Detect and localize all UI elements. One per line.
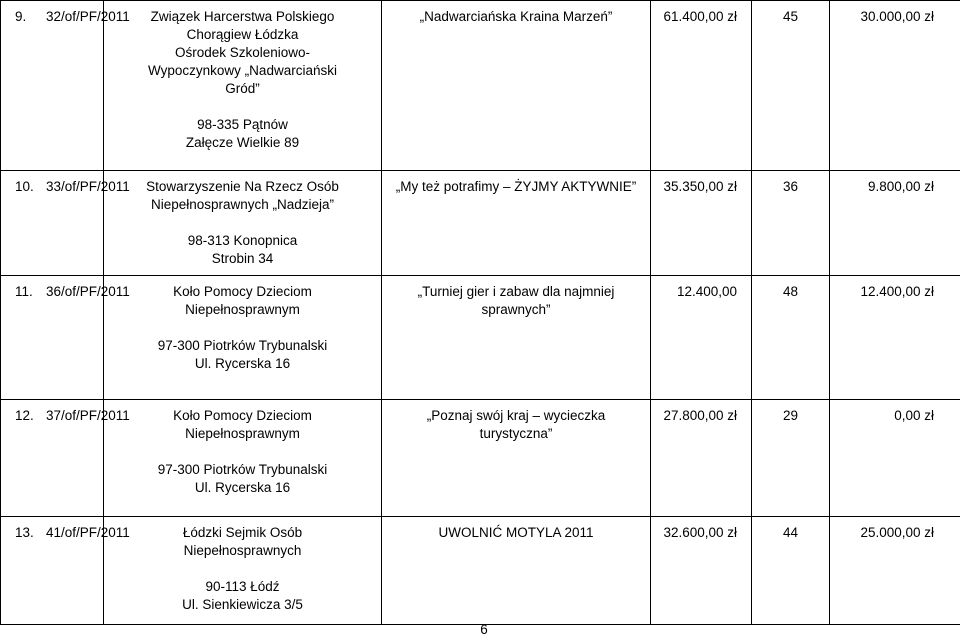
table-row	[1, 276, 960, 400]
organization-address-line: Załęcze Wielkie 89	[185, 135, 300, 150]
grant-amount: 30.000,00 zł	[860, 9, 934, 24]
entry-number: 11.	[15, 284, 33, 299]
organization-address-line: Ul. Rycerska 16	[194, 356, 291, 371]
project-title: „Turniej gier i zabaw dla najmniej sprawnych”	[417, 284, 615, 317]
entry-reference: 36/of/PF/2011	[46, 284, 130, 299]
project-title: „Nadwarciańska Kraina Marzeń”	[419, 9, 613, 24]
points-cell	[752, 1, 830, 171]
project-title: „My też potrafimy – ŻYJMY AKTYWNIE”	[395, 179, 637, 194]
project-cost: 61.400,00 zł	[663, 9, 737, 24]
project-title-cell	[382, 400, 651, 517]
organization-name-line: Koło Pomocy Dzieciom	[173, 284, 312, 299]
project-title-cell	[382, 171, 651, 276]
project-title: UWOLNIĆ MOTYLA 2011	[438, 525, 594, 540]
table-row	[1, 517, 960, 625]
points-cell	[752, 276, 830, 400]
points-cell	[752, 400, 830, 517]
organization-address-line: Ul. Rycerska 16	[194, 480, 291, 495]
project-title-cell	[382, 1, 651, 171]
project-title-cell	[382, 276, 651, 400]
organization-address-line: 97-300 Piotrków Trybunalski	[157, 338, 328, 353]
entry-number-cell	[1, 400, 130, 517]
entry-number: 13.	[15, 525, 34, 540]
points: 36	[782, 179, 799, 194]
organization-name-line: Gród”	[225, 81, 260, 96]
table-row	[1, 1, 960, 171]
grant-amount-cell	[830, 276, 960, 400]
organization-name-line: Niepełnosprawnym	[185, 302, 300, 317]
project-cost: 12.400,00	[676, 284, 737, 299]
entry-number-cell	[1, 171, 130, 276]
grant-amount: 25.000,00 zł	[860, 525, 934, 540]
table-row	[1, 400, 960, 517]
project-cost: 32.600,00 zł	[663, 525, 737, 540]
organization-address-line: Strobin 34	[211, 251, 274, 266]
organization-address-line: 90-113 Łódź	[205, 579, 280, 594]
project-cost: 35.350,00 zł	[663, 179, 737, 194]
project-title: „Poznaj swój kraj – wycieczka turystyczna”	[426, 408, 606, 441]
entry-number-cell	[1, 517, 130, 625]
grant-amount: 9.800,00 zł	[867, 179, 934, 194]
organization-name-line: Niepełnosprawnych	[183, 543, 302, 558]
organization-address-line: 98-313 Konopnica	[187, 233, 298, 248]
entry-number: 10.	[15, 179, 34, 194]
project-cost-cell	[651, 517, 752, 625]
project-cost-cell	[651, 276, 752, 400]
entry-reference: 37/of/PF/2011	[46, 408, 130, 423]
organization-cell	[104, 1, 382, 171]
entry-number: 9.	[15, 9, 27, 24]
table-row	[1, 171, 960, 276]
organization-cell	[104, 276, 382, 400]
grant-amount-cell	[830, 400, 960, 517]
entry-number-cell	[1, 276, 130, 400]
organization-name-line: Łódzki Sejmik Osób	[182, 525, 303, 540]
organization-address-line: Ul. Sienkiewicza 3/5	[182, 597, 303, 612]
grant-amount-cell	[830, 517, 960, 625]
organization-cell	[104, 400, 382, 517]
entry-reference: 32/of/PF/2011	[46, 9, 130, 24]
organization-name-line: Chorągiew Łódzka	[186, 27, 299, 42]
project-cost: 27.800,00 zł	[663, 408, 737, 423]
organization-name-line: Ośrodek Szkoleniowo-	[174, 45, 311, 60]
grant-amount-cell	[830, 171, 960, 276]
project-cost-cell	[651, 400, 752, 517]
organization-name-line: Koło Pomocy Dzieciom	[173, 408, 312, 423]
project-title-cell	[382, 517, 651, 625]
points-cell	[752, 171, 830, 276]
page-number: 6	[480, 622, 488, 637]
entry-number-cell	[1, 1, 130, 171]
organization-cell	[104, 171, 382, 276]
organization-name-line: Związek Harcerstwa Polskiego	[150, 9, 335, 24]
points: 29	[782, 408, 799, 423]
points: 48	[782, 284, 799, 299]
entry-number: 12.	[15, 408, 34, 423]
grant-amount: 12.400,00 zł	[860, 284, 934, 299]
organization-name-line: Stowarzyszenie Na Rzecz Osób	[146, 179, 339, 194]
project-cost-cell	[651, 171, 752, 276]
entry-reference: 33/of/PF/2011	[46, 179, 130, 194]
points-cell	[752, 517, 830, 625]
organization-cell	[104, 517, 382, 625]
organization-name-line: Wypoczynkowy „Nadwarciański	[148, 63, 337, 78]
points: 45	[782, 9, 799, 24]
grant-amount-cell	[830, 1, 960, 171]
organization-name-line: Niepełnosprawnym	[185, 426, 300, 441]
organization-name-line: Niepełnosprawnych „Nadzieja”	[150, 197, 335, 212]
project-cost-cell	[651, 1, 752, 171]
organization-address-line: 97-300 Piotrków Trybunalski	[157, 462, 328, 477]
organization-address-line: 98-335 Pątnów	[197, 117, 288, 132]
entry-reference: 41/of/PF/2011	[46, 525, 130, 540]
points: 44	[782, 525, 799, 540]
grant-amount: 0,00 zł	[894, 408, 934, 423]
